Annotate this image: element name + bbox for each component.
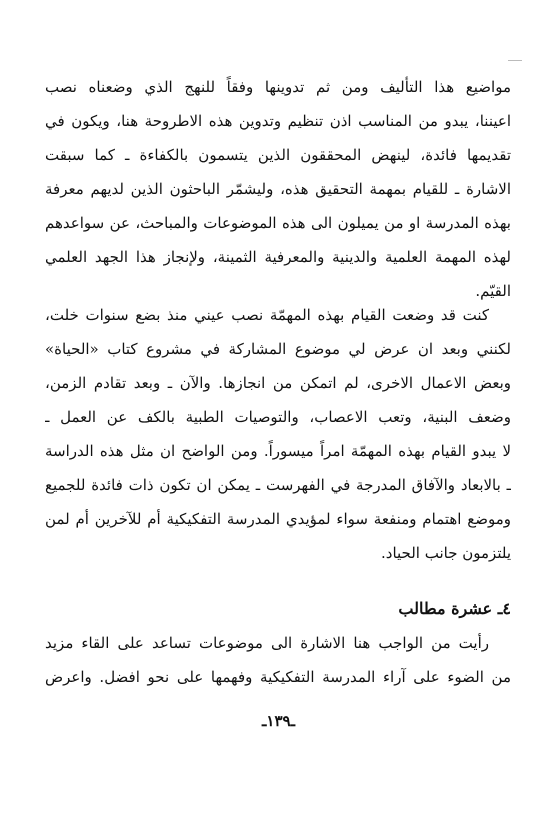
scan-mark — [508, 60, 522, 61]
section-heading: ٤ـ عشرة مطالب — [398, 599, 511, 618]
text-line: من الضوء على آراء المدرسة التفكيكية وفهمها على نحو افضل. واعرض — [45, 668, 511, 686]
text-line: تقديمها فائدة، لينهض المحققون الذين يتسمون بالكفاءة ـ كما سبقت — [45, 146, 511, 164]
page-number: ـ١٣٩ـ — [262, 712, 295, 730]
text-line: رأيت من الواجب هنا الاشارة الى موضوعات تساعد على القاء مزيد — [45, 634, 489, 652]
text-line: مواضيع هذا التأليف ومن ثم تدوينها وفقاً للنهج الذي وضعناه نصب — [45, 78, 511, 96]
text-line: وموضع اهتمام ومنفعة سواء لمؤيدي المدرسة التفكيكية أم للآخرين أم لمن — [45, 510, 511, 528]
text-line: ـ بالابعاد والآفاق المدرجة في الفهرست ـ يمكن ان تكون ذات فائدة للجميع — [45, 476, 511, 494]
paragraph-3 — [45, 626, 511, 694]
text-line: بهذه المدرسة او من يميلون الى هذه الموضوعات والمباحث، عن سواعدهم — [45, 214, 511, 232]
text-line: لا يبدو القيام بهذه المهمّة امراً ميسوراً. ومن الواضح ان مثل هذه الدراسة — [45, 442, 511, 460]
text-line: الاشارة ـ للقيام بمهمة التحقيق هذه، وليشمّر الباحثون الذين لديهم معرفة — [45, 180, 511, 198]
text-line: القيّم. — [475, 282, 511, 300]
text-line: لهذه المهمة العلمية والدينية والمعرفية الثمينة، ولإنجاز هذا الجهد العلمي — [45, 248, 511, 266]
text-line: وضعف البنية، وتعب الاعصاب، والتوصيات الطبية بالكف عن العمل ـ — [45, 408, 511, 426]
text-line: وبعض الاعمال الاخرى، لم اتمكن من انجازها. والآن ـ وبعد تقادم الزمن، — [45, 374, 511, 392]
text-line: كنت قد وضعت القيام بهذه المهمّة نصب عيني منذ بضع سنوات خلت، — [45, 306, 489, 324]
text-line: اعيننا، يبدو من المناسب اذن تنظيم وتدوين هذه الاطروحة هنا، ويكون في — [45, 112, 511, 130]
text-line: يلتزمون جانب الحياد. — [381, 544, 511, 562]
text-line: لكنني وبعد ان عرض لي موضوع المشاركة في مشروع كتاب «الحياة» — [45, 340, 511, 358]
paragraph-1 — [45, 70, 511, 308]
paragraph-2 — [45, 298, 511, 570]
